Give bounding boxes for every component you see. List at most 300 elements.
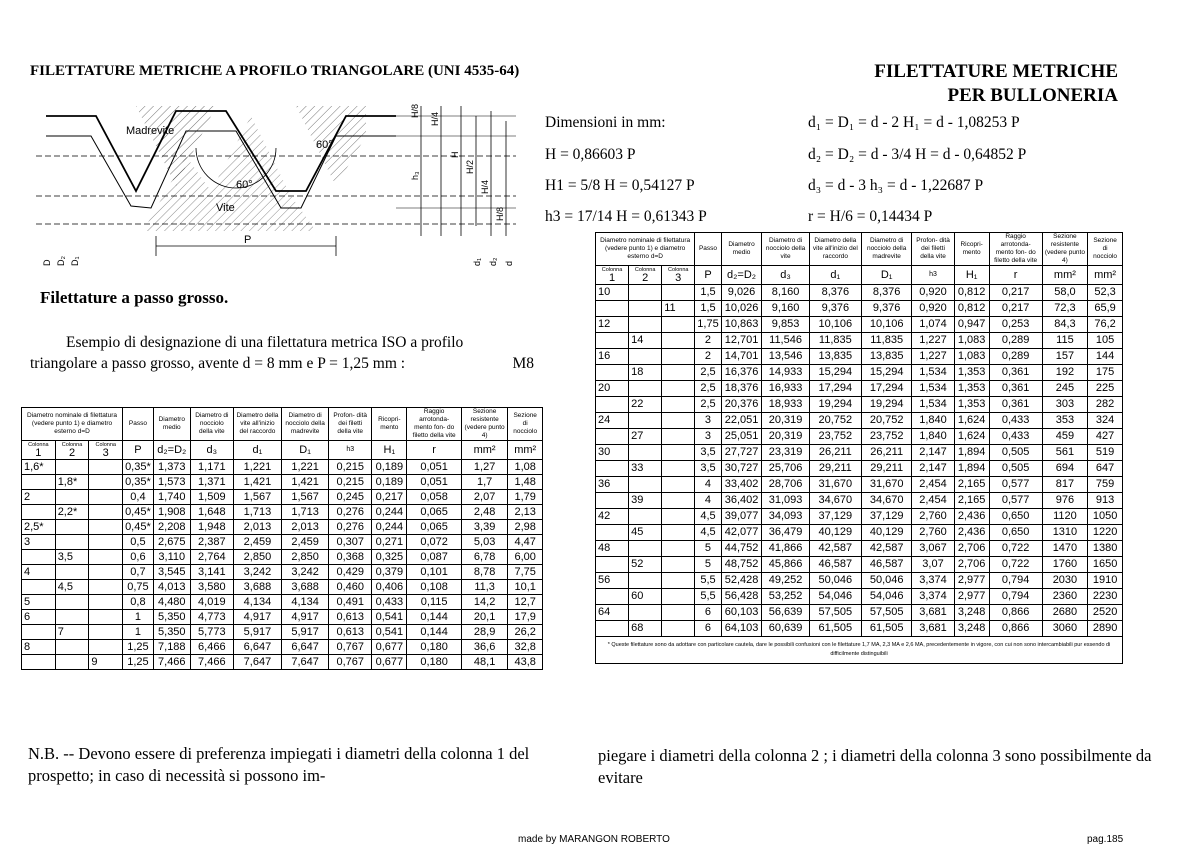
table-cell: 12 [596,317,629,333]
table-row [22,610,543,625]
table-cell: 17,9 [508,610,543,625]
table-cell: 10,1 [508,580,543,595]
table-cell: 3 [22,535,56,550]
table-cell: 0,75 [123,580,154,595]
table-cell: 1,353 [954,365,989,381]
table-cell [629,349,662,365]
table-cell: 49,252 [762,573,809,589]
table-cell: 0,244 [372,520,407,535]
header-ricopr: Ricopri- mento [954,233,989,266]
table-cell [89,460,123,475]
table-cell: 20,752 [809,413,861,429]
table-cell: 2,147 [912,445,954,461]
table-cell: 7 [55,625,89,640]
table-cell: 0,361 [989,365,1042,381]
table-cell [22,550,56,565]
table-cell: 8,160 [762,285,809,301]
table-cell: 2520 [1088,605,1123,621]
table-cell: 1,421 [282,475,329,490]
table-cell: 39 [629,493,662,509]
table-cell: 0,650 [989,509,1042,525]
table-cell: 53,252 [762,589,809,605]
table-cell: 0,361 [989,381,1042,397]
table-cell: 0,144 [407,625,461,640]
table-cell [662,573,695,589]
table-header-row [22,408,543,441]
table-cell: 4,134 [282,595,329,610]
table-cell: 0,215 [329,460,372,475]
table-cell: 48 [596,541,629,557]
table-cell: 2,5 [695,397,721,413]
table-cell [596,525,629,541]
table-row [596,461,1123,477]
table-cell: 25,706 [762,461,809,477]
table-cell: 2,977 [954,589,989,605]
table-cell: 52,3 [1088,285,1123,301]
table-cell: 0,325 [372,550,407,565]
table-cell: 33,402 [721,477,762,493]
angle-top-label: 60° [316,139,333,151]
table-cell: 4,773 [190,610,233,625]
table-cell: 1050 [1088,509,1123,525]
table-cell: 0,144 [407,610,461,625]
table-cell [629,381,662,397]
table-cell: 29,211 [861,461,911,477]
table-cell [89,490,123,505]
table-cell: 5 [695,541,721,557]
table-cell [89,550,123,565]
table-cell: 52,428 [721,573,762,589]
table-cell: 2,459 [233,535,281,550]
table-cell: 31,670 [809,477,861,493]
table-cell: 6,466 [190,640,233,655]
table-row [596,429,1123,445]
table-row [596,365,1123,381]
table-cell: 13,835 [809,349,861,365]
footer-page: pag.185 [1087,834,1124,845]
sym-H1: H₁ [954,266,989,285]
table-cell: 976 [1042,493,1088,509]
dim-left-3: D₁ [70,256,80,266]
table-cell: 5 [22,595,56,610]
table-cell: 3,545 [153,565,190,580]
header-prof: Profon- dità dei filetti della vite [329,408,372,441]
header-medio: Diametro medio [721,233,762,266]
table-row [596,301,1123,317]
table-cell: 7,466 [190,655,233,670]
table-cell: 3,5 [695,461,721,477]
table-row [596,493,1123,509]
table-cell: 6 [22,610,56,625]
table-cell: 37,129 [809,509,861,525]
table-cell: 1,48 [508,475,543,490]
table-cell: 4,134 [233,595,281,610]
table-cell: 64 [596,605,629,621]
nb-note-left: N.B. -- Devono essere di preferenza impiegati i diametri della colonna 1 del prospetto; in caso di necessità si possono im- [28,744,530,785]
table-cell: 0,45* [123,505,154,520]
table-cell [55,535,89,550]
table-cell: 11 [662,301,695,317]
table-cell: 2,436 [954,525,989,541]
table-cell: 0,065 [407,505,461,520]
table-cell: 2,459 [282,535,329,550]
sym-P: P [123,441,154,460]
table-cell: 0,217 [989,285,1042,301]
table-row [596,445,1123,461]
table-cell: 0,101 [407,565,461,580]
table-cell: 1,25 [123,655,154,670]
table-cell: 50,046 [809,573,861,589]
table-row [22,520,543,535]
table-cell: 39,077 [721,509,762,525]
table-cell: 42,077 [721,525,762,541]
table-cell: 1,534 [912,397,954,413]
table-cell: 2,07 [461,490,508,505]
table-cell: 9 [89,655,123,670]
table-row [22,460,543,475]
table-cell: 60,103 [721,605,762,621]
table-cell: 157 [1042,349,1088,365]
table-row [22,490,543,505]
table-cell: 1,074 [912,317,954,333]
table-cell: 30 [596,445,629,461]
table-cell: 45,866 [762,557,809,573]
table-cell: 0,767 [329,655,372,670]
table-cell: 3,110 [153,550,190,565]
table-cell: 0,051 [407,475,461,490]
table-cell: 1,624 [954,429,989,445]
table-cell: 1220 [1088,525,1123,541]
table-cell: 647 [1088,461,1123,477]
table-row [596,557,1123,573]
table-cell [22,655,56,670]
table-cell [662,477,695,493]
table-cell: 31,670 [861,477,911,493]
table-cell: 1,648 [190,505,233,520]
sym-D1: D₁ [861,266,911,285]
sym-h3: h3 [912,266,954,285]
sym-mm2-b: mm² [508,441,543,460]
table-cell [662,397,695,413]
table-cell: 2,760 [912,509,954,525]
header-sez-res: Sezione resistente (vedere punto 4) [461,408,508,441]
table-cell [629,445,662,461]
table-cell: 15,294 [861,365,911,381]
col-2-header: Colonna 2 [629,266,662,285]
table-cell: 54,046 [861,589,911,605]
table-cell: 0,180 [407,640,461,655]
table-cell: 175 [1088,365,1123,381]
table-cell: 3,5 [695,445,721,461]
table-cell: 22 [629,397,662,413]
table-cell: 56 [596,573,629,589]
table-cell: 5,917 [282,625,329,640]
table-cell: 0,433 [372,595,407,610]
table-cell: 0,217 [372,490,407,505]
table-cell: 0,361 [989,397,1042,413]
table-cell: 0,491 [329,595,372,610]
table-row [596,477,1123,493]
table-cell: 0,767 [329,640,372,655]
table-cell: 427 [1088,429,1123,445]
table-cell: 48,752 [721,557,762,573]
table-cell: 20,752 [861,413,911,429]
table-cell: 9,160 [762,301,809,317]
table-cell [596,365,629,381]
table-cell: 19,294 [861,397,911,413]
table-cell: 60 [629,589,662,605]
table-cell: 1,7 [461,475,508,490]
table-cell: 0,276 [329,505,372,520]
table-cell: 26,2 [508,625,543,640]
table-cell: 44,752 [721,541,762,557]
table-row [596,541,1123,557]
table-cell: 20,319 [762,429,809,445]
table-cell: 759 [1088,477,1123,493]
table-cell: 913 [1088,493,1123,509]
table-cell: 46,587 [861,557,911,573]
vite-label: Vite [216,202,235,214]
table-cell: 1,227 [912,333,954,349]
dim-right-3: d [504,260,514,266]
table-cell [55,520,89,535]
table-cell [662,541,695,557]
table-cell: 5,350 [153,610,190,625]
table-cell: 6,78 [461,550,508,565]
table-cell: 353 [1042,413,1088,429]
table-cell [596,621,629,637]
table-cell: 1,567 [233,490,281,505]
table-cell: 2,2* [55,505,89,520]
table-cell [662,413,695,429]
table-cell: 0,794 [989,573,1042,589]
table-cell: 817 [1042,477,1088,493]
table-cell: 0,947 [954,317,989,333]
table-cell: 4 [695,493,721,509]
table-cell: 84,3 [1042,317,1088,333]
h-mark-4: H/2 [465,159,475,174]
formula-d2: d₂ = D₂ = d - 3/4 H = d - 0,64852 P [808,146,1027,163]
table-cell: 5,5 [695,573,721,589]
table-cell [89,475,123,490]
sym-r: r [989,266,1042,285]
example-line1: Esempio di designazione di una filettatura metrica ISO a profilo [66,334,464,351]
table-cell: 10,863 [721,317,762,333]
table-cell: 0,180 [407,655,461,670]
table-cell: 5,350 [153,625,190,640]
table-cell: 9,376 [809,301,861,317]
header-passo: Passo [695,233,721,266]
table-cell: 36,402 [721,493,762,509]
table-cell: 1,373 [153,460,190,475]
table-cell: 58,0 [1042,285,1088,301]
table-cell [629,317,662,333]
table-cell [55,640,89,655]
table-cell: 46,587 [809,557,861,573]
table-cell: 0,577 [989,477,1042,493]
table-cell: 1,5 [695,285,721,301]
subheading: Filettature a passo grosso. [40,288,229,307]
table-cell: 17,294 [809,381,861,397]
table-cell: 17,294 [861,381,911,397]
table-cell: 0,35* [123,460,154,475]
table-cell: 9,026 [721,285,762,301]
sym-d2: d₂=D₂ [721,266,762,285]
table-cell: 18,376 [721,381,762,397]
table-cell: 1,27 [461,460,508,475]
table-cell: 5,773 [190,625,233,640]
header-prof: Profon- dità dei filetti della vite [912,233,954,266]
table-cell: 0,577 [989,493,1042,509]
table-cell: 2,706 [954,541,989,557]
table-cell: 1,948 [190,520,233,535]
table-cell: 11,835 [809,333,861,349]
table-cell: 0,433 [989,429,1042,445]
table-cell: 0,6 [123,550,154,565]
table-cell: 60,639 [762,621,809,637]
table-cell: 1,6* [22,460,56,475]
table-cell: 7,466 [153,655,190,670]
table-cell: 324 [1088,413,1123,429]
table-cell: 2,454 [912,493,954,509]
table-cell: 0,072 [407,535,461,550]
thread-table-large [595,232,1123,664]
table-cell: 40,129 [861,525,911,541]
sym-mm2-a: mm² [1042,266,1088,285]
table-cell: 4,013 [153,580,190,595]
table-cell: 0,058 [407,490,461,505]
header-medio: Diametro medio [153,408,190,441]
table-cell: 459 [1042,429,1088,445]
table-cell: 0,722 [989,541,1042,557]
table-cell: 6,00 [508,550,543,565]
table-cell: 0,108 [407,580,461,595]
table-cell: 16 [596,349,629,365]
table-cell: 22,051 [721,413,762,429]
table-cell: 3,242 [233,565,281,580]
table-cell: 2,5 [695,381,721,397]
table-cell: 0,8 [123,595,154,610]
table-note-row [596,637,1123,664]
table-cell: 115 [1042,333,1088,349]
table-row [22,580,543,595]
table-cell: 36,479 [762,525,809,541]
table-cell: 4,5 [55,580,89,595]
table-cell: 0,677 [372,655,407,670]
table-row [596,605,1123,621]
table-cell: 32,8 [508,640,543,655]
header-noc-vite: Diametro di nocciolo della vite [190,408,233,441]
table-cell [55,610,89,625]
table-cell: 5 [695,557,721,573]
table-header-row [596,233,1123,266]
table-cell: 1,509 [190,490,233,505]
formula-d1: d₁ = D₁ = d - 2 H₁ = d - 1,08253 P [808,114,1020,131]
table-row [22,565,543,580]
table-cell [662,285,695,301]
table-cell: 1,713 [233,505,281,520]
table-cell: 5,5 [695,589,721,605]
table-cell: 2 [22,490,56,505]
table-row [22,625,543,640]
dim-left-1: D [42,259,52,266]
table-cell: 0,866 [989,621,1042,637]
table-cell: 2030 [1042,573,1088,589]
table-cell: 1,79 [508,490,543,505]
table-row [596,589,1123,605]
table-cell [662,381,695,397]
table-cell: 2,436 [954,509,989,525]
table-row [596,509,1123,525]
table-cell [629,509,662,525]
table-cell: 192 [1042,365,1088,381]
table-cell: 8,78 [461,565,508,580]
table-cell [89,535,123,550]
table-cell [22,475,56,490]
table-cell: 10,106 [861,317,911,333]
table-cell: 0,866 [989,605,1042,621]
table-cell [662,461,695,477]
table-cell: 20,1 [461,610,508,625]
thread-profile-diagram [36,96,536,266]
header-raccordo: Diametro della vite all'inizio del raccordo [809,233,861,266]
table-cell: 0,307 [329,535,372,550]
table-cell: 2,165 [954,477,989,493]
table-cell: 1,371 [190,475,233,490]
table-cell: 2,013 [282,520,329,535]
table-cell: 5,917 [233,625,281,640]
table-cell [662,365,695,381]
table-cell: 48,1 [461,655,508,670]
table-cell: 144 [1088,349,1123,365]
table-cell: 1,567 [282,490,329,505]
table-cell: 0,065 [407,520,461,535]
table-cell: 23,752 [861,429,911,445]
table-row [22,535,543,550]
table-cell: 1,083 [954,333,989,349]
table-cell: 3,141 [190,565,233,580]
table-cell [89,625,123,640]
table-cell: 0,245 [329,490,372,505]
table-cell: 1,840 [912,429,954,445]
table-cell: 4 [695,477,721,493]
table-cell: 0,794 [989,589,1042,605]
table-cell: 61,505 [809,621,861,637]
sym-r: r [407,441,461,460]
table-cell: 52 [629,557,662,573]
table-cell: 0,215 [329,475,372,490]
table-cell: 3,07 [912,557,954,573]
table-cell: 0,35* [123,475,154,490]
table-cell: 0,115 [407,595,461,610]
table-cell: 7,647 [233,655,281,670]
sym-d3: d₃ [762,266,809,285]
table-note: * Queste filettature sono da adottare con particolare cautela, dare le possibili confusioni con le filettature 1,7 MA, 2,3 MA e 2,6 MA, precedentemente in vigore, con cui non sono intercambiabili pur essendo di difficilmente distinguibili [596,637,1123,664]
table-cell [89,610,123,625]
h-mark-7: H/8 [495,206,505,221]
table-cell [629,573,662,589]
table-cell: 4,5 [695,509,721,525]
table-cell: 36 [596,477,629,493]
section-title [874,60,1118,108]
table-cell [629,605,662,621]
table-cell: 2890 [1088,621,1123,637]
table-cell: 1,171 [190,460,233,475]
table-cell: 0,244 [372,505,407,520]
header-noc-madre: Diametro di nocciolo della madrevite [282,408,329,441]
table-cell: 2,98 [508,520,543,535]
table-cell: 561 [1042,445,1088,461]
